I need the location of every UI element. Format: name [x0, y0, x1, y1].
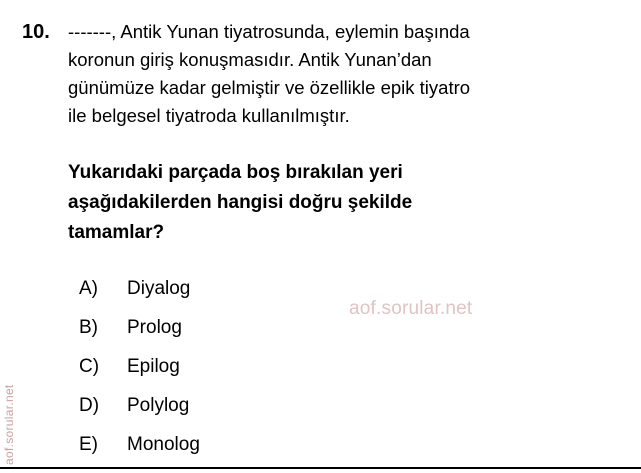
question-stem-line: günümüze kadar gelmiştir ve özellikle epik tiyatro	[68, 77, 471, 98]
question-stem-line: koronun giriş konuşmasıdır. Antik Yunan’dan	[68, 49, 432, 70]
option-letter: B)	[79, 317, 98, 338]
option-c[interactable]	[79, 356, 622, 377]
question-stem	[68, 18, 622, 130]
question-number: 10.	[22, 21, 50, 43]
question-prompt-line: tamamlar?	[68, 222, 165, 243]
center-watermark: aof.sorular.net	[349, 298, 473, 319]
left-watermark: aof.sorular.net	[2, 384, 16, 465]
option-label: Polylog	[127, 395, 190, 416]
option-label: Prolog	[127, 317, 182, 338]
option-label: Diyalog	[127, 278, 191, 299]
question-row	[22, 18, 622, 473]
option-letter: C)	[79, 356, 100, 377]
question-stem-line: -------, Antik Yunan tiyatrosunda, eylemin başında	[68, 21, 470, 42]
option-label: Monolog	[127, 434, 200, 455]
question-stem-line: ile belgesel tiyatroda kullanılmıştır.	[68, 105, 350, 126]
question-prompt-line: aşağıdakilerden hangisi doğru şekilde	[68, 192, 413, 213]
question-prompt-line: Yukarıdaki parçada boş bırakılan yeri	[68, 162, 403, 183]
option-d[interactable]	[79, 395, 622, 416]
option-letter: E)	[79, 434, 98, 455]
question-body	[68, 18, 622, 473]
question-block	[22, 18, 622, 473]
option-b[interactable]	[79, 317, 622, 338]
option-e[interactable]	[79, 434, 622, 455]
option-a[interactable]	[79, 278, 622, 299]
question-prompt	[68, 158, 622, 248]
option-label: Epilog	[127, 356, 180, 377]
option-letter: A)	[79, 278, 98, 299]
option-letter: D)	[79, 395, 100, 416]
